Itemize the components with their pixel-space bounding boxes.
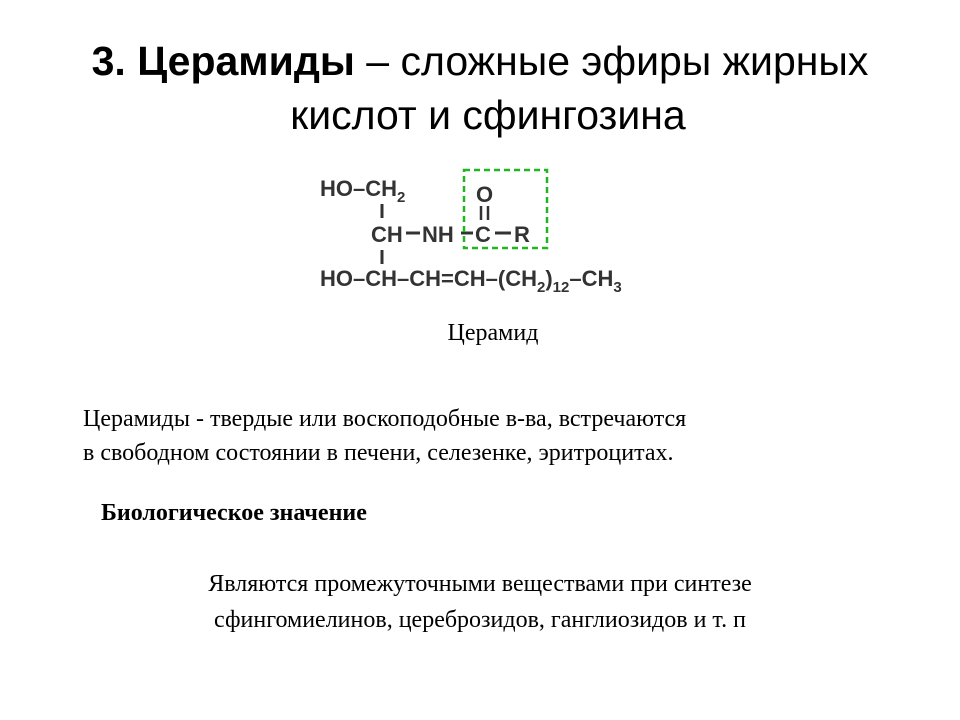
formula-row1-text: $HO-CH_2$ <box>320 176 406 206</box>
title-bold-part: 3. Церамиды <box>91 38 355 84</box>
formula-r-group: R <box>514 222 530 247</box>
formula-row3-text: $HO-CH-CH=CH-(CH_2)_{12}-CH_3$ <box>320 266 622 296</box>
bio-heading: Биологическое значение <box>101 500 367 526</box>
description-paragraph <box>83 402 913 470</box>
caption-text: Церамид <box>447 320 539 346</box>
formula-nh: NH <box>422 222 454 247</box>
role-line-1: Являются промежуточными веществами при синтезе <box>208 571 752 597</box>
description-line-1: Церамиды - твердые или воскоподобные в-ва, встречаются <box>83 406 687 432</box>
title-line-2: кислот и сфингозина <box>290 92 686 138</box>
ceramide-structural-formula <box>318 166 718 306</box>
biological-role-paragraph <box>0 566 960 638</box>
role-line-2: сфингомиелинов, цереброзидов, ганглиозидов и т. п <box>214 607 746 633</box>
title-rest-part: – сложные эфиры жирных <box>354 38 869 84</box>
formula-caption <box>0 320 960 347</box>
slide-title <box>0 34 960 142</box>
title-line-1 <box>0 34 960 88</box>
formula-carbon: C <box>475 222 491 247</box>
formula-oxygen: O <box>476 182 494 207</box>
description-line-2: в свободном состоянии в печени, селезенке, эритроцитах. <box>83 440 674 466</box>
formula-ch: CH <box>371 222 403 247</box>
formula-svg <box>318 166 718 306</box>
